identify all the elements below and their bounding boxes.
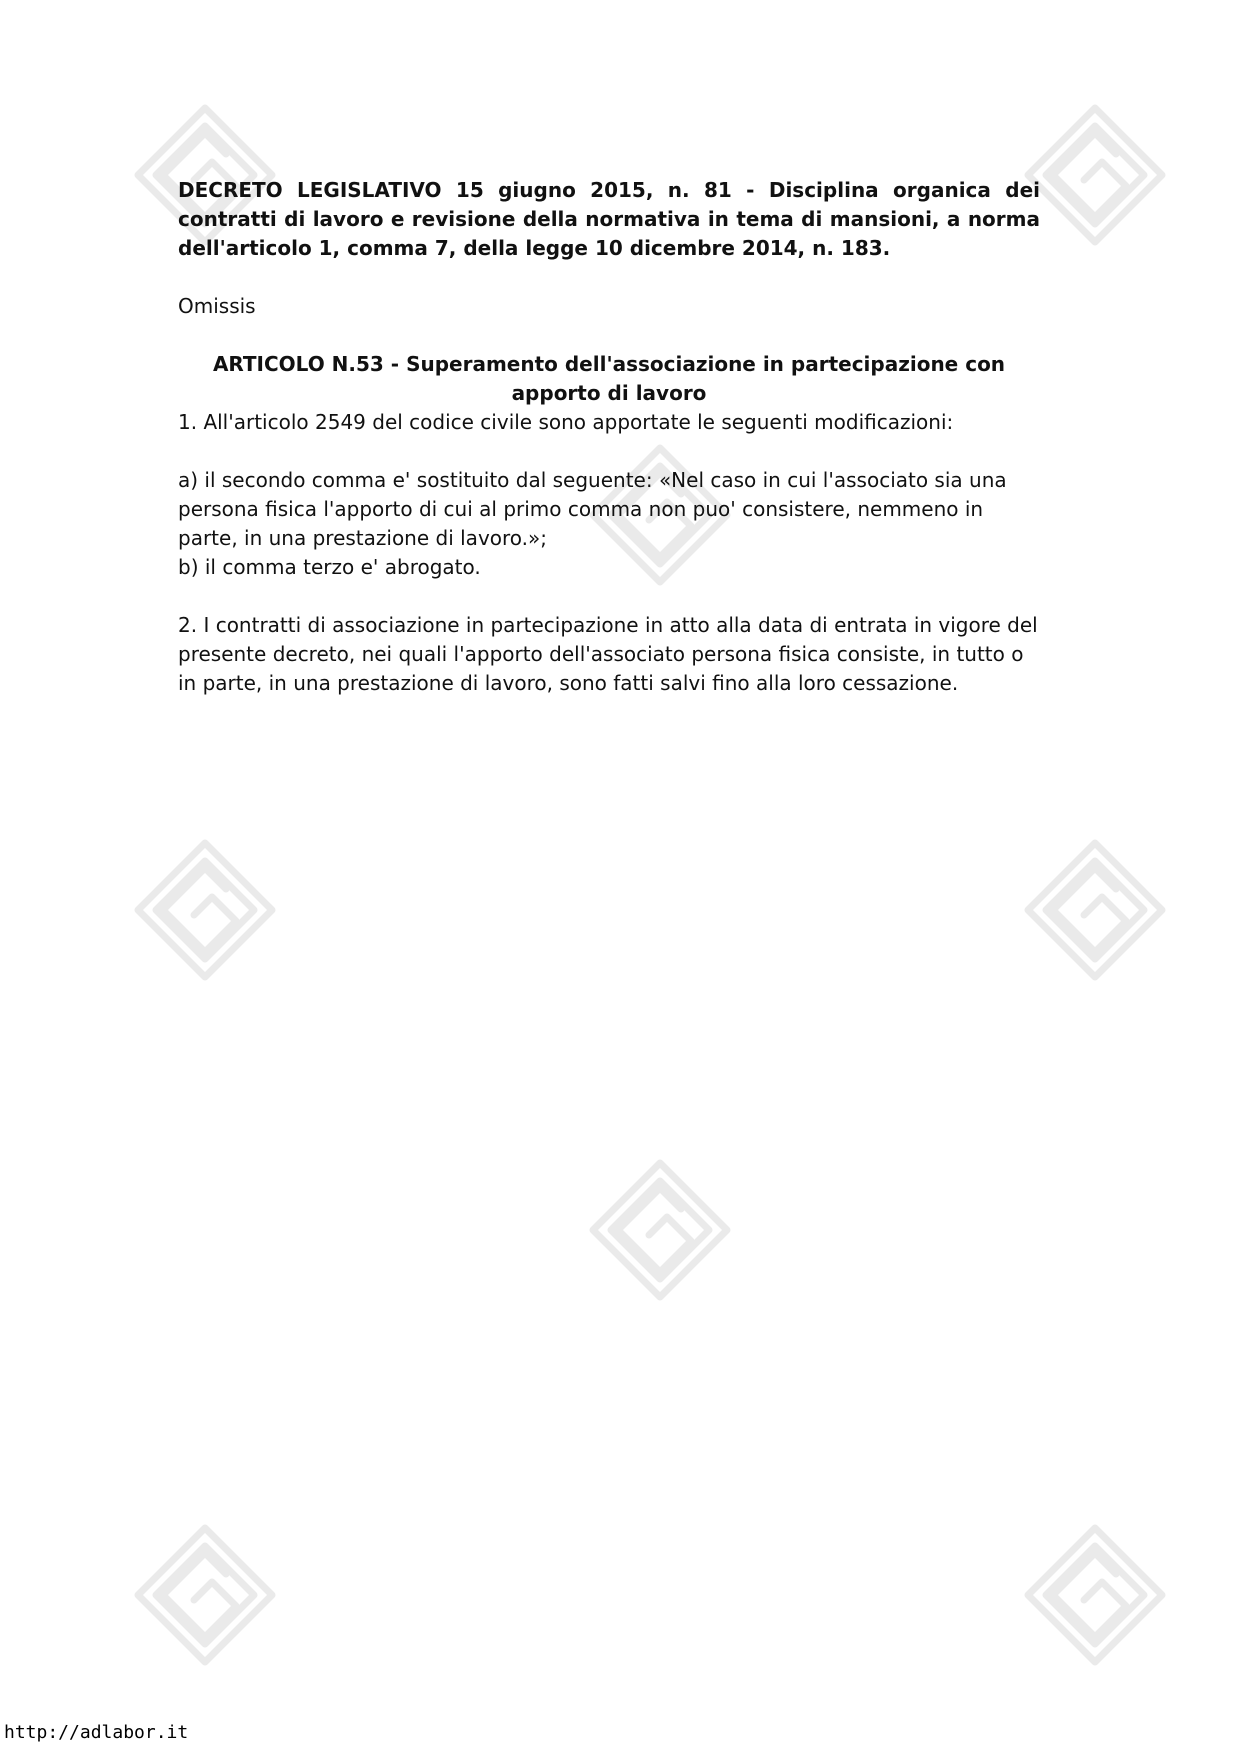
watermark-logo-icon — [1020, 100, 1170, 250]
item-b: b) il comma terzo e' abrogato. — [178, 555, 481, 579]
watermark-logo-icon — [1020, 835, 1170, 985]
watermark-logo-icon — [130, 835, 280, 985]
watermark-logo-icon — [130, 1520, 280, 1670]
item-a: a) il secondo comma e' sostituito dal seguente: «Nel caso in cui l'associato sia una persona fisica l'apporto di cui al primo comma non puo' consistere, nemmeno in parte, in una prestazione di lavoro.»; — [178, 468, 1007, 550]
spacer — [178, 582, 1040, 611]
spacer — [178, 437, 1040, 466]
footer-url-link[interactable]: http://adlabor.it — [4, 1722, 189, 1743]
document-body — [178, 176, 1040, 698]
omissis-text: Omissis — [178, 294, 256, 318]
article-heading: ARTICOLO N.53 - Superamento dell'associazione in partecipazione con apporto di lavoro — [212, 352, 1006, 405]
paragraph-2: 2. I contratti di associazione in partecipazione in atto alla data di entrata in vigore del presente decreto, nei quali l'apporto dell'associato persona fisica consiste, in tutto o in parte, in una prestazione di lavoro, sono fatti salvi fino alla loro cessazione. — [178, 613, 1038, 695]
watermark-logo-icon — [1020, 1520, 1170, 1670]
document-title: DECRETO LEGISLATIVO 15 giugno 2015, n. 81 - Disciplina organica dei contratti di lavoro e revisione della normativa in tema di mansioni, a norma dell'articolo 1, comma 7, della legge 10 dicembre 2014, n. 183. — [178, 178, 1040, 260]
paragraph-1: 1. All'articolo 2549 del codice civile sono apportate le seguenti modificazioni: — [178, 410, 954, 434]
watermark-logo-icon — [585, 1155, 735, 1305]
